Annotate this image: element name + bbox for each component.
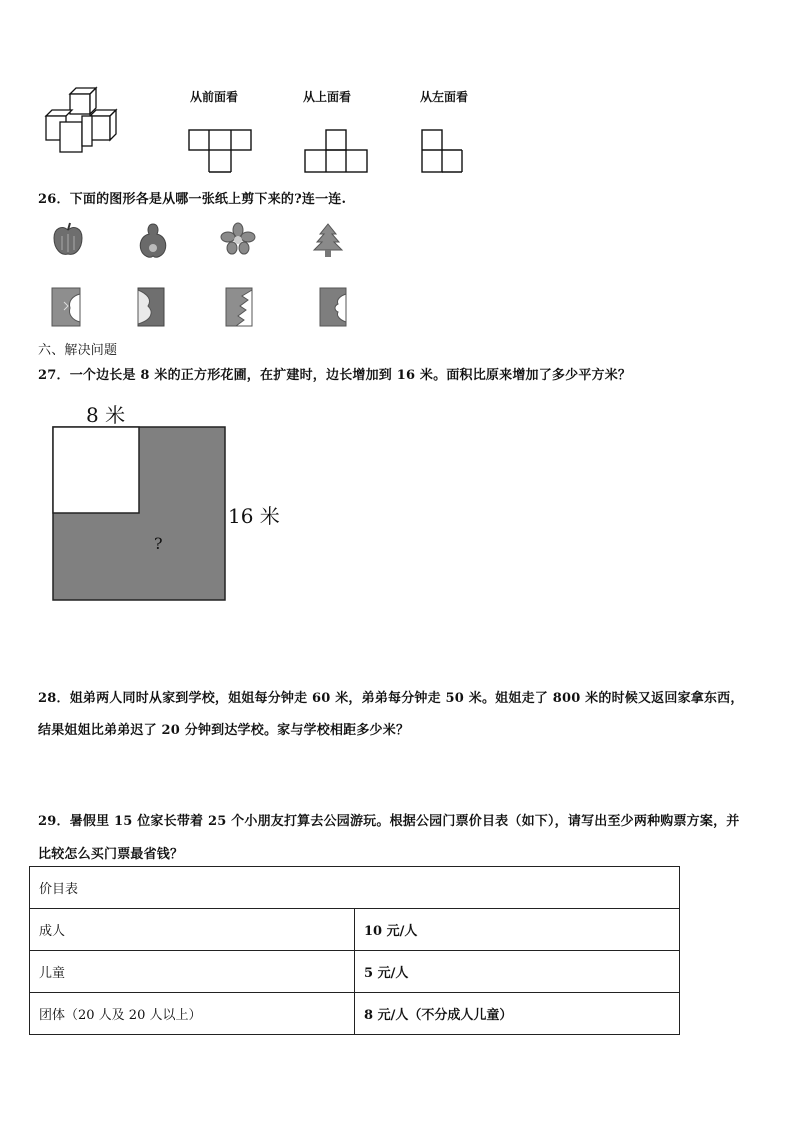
left-view-drawing [420, 128, 464, 174]
folded-paper-3-icon [222, 286, 256, 328]
price-table [29, 866, 680, 1035]
top-view-drawing [304, 128, 368, 174]
left-view-label: 从左面看 [420, 90, 469, 104]
section-6-title: 六、解决问题 [38, 343, 118, 358]
ticket-type-cell: 成人 [30, 909, 355, 951]
apple-icon [52, 222, 84, 258]
ticket-price-cell: 8 元/人（不分成人儿童） [355, 993, 680, 1035]
folded-paper-4-icon [316, 286, 350, 328]
question-28-line-2: 结果姐姐比弟弟迟了 20 分钟到达学校。家与学校相距多少米？ [38, 723, 410, 738]
big-side-label: 16 米 [228, 504, 280, 528]
small-side-label: 8 米 [86, 403, 126, 427]
gourd-icon [138, 222, 168, 260]
unknown-area-mark: ? [154, 534, 163, 553]
price-table-title: 价目表 [30, 867, 680, 909]
question-29-line-1: 29．暑假里 15 位家长带着 25 个小朋友打算去公园游玩。根据公园门票价目表（如下），请写出至少两种购票方案，并 [38, 814, 740, 829]
front-view-label: 从前面看 [190, 90, 239, 104]
folded-paper-1-icon [50, 286, 84, 328]
tree-icon [312, 222, 344, 258]
ticket-type-cell: 儿童 [30, 951, 355, 993]
question-28-line-1: 28．姐弟两人同时从家到学校，姐姐每分钟走 60 米，弟弟每分钟走 50 米。姐姐走了 800 米的时候又返回家拿东西， [38, 691, 744, 706]
table-row [30, 951, 680, 993]
ticket-type-cell: 团体（20 人及 20 人以上） [30, 993, 355, 1035]
folded-paper-2-icon [134, 286, 168, 328]
top-view-label: 从上面看 [303, 90, 352, 104]
question-27: 27．一个边长是 8 米的正方形花圃，在扩建时，边长增加到 16 米。面积比原来增加了多少平方米？ [38, 368, 632, 383]
table-row [30, 993, 680, 1035]
ticket-price-cell: 5 元/人 [355, 951, 680, 993]
front-view-drawing [188, 128, 252, 174]
cube-stack-figure [40, 86, 130, 156]
garden-diagram [52, 426, 228, 602]
ticket-price-cell: 10 元/人 [355, 909, 680, 951]
question-29-line-2: 比较怎么买门票最省钱？ [38, 847, 184, 862]
question-26: 26．下面的图形各是从哪一张纸上剪下来的?连一连. [38, 192, 347, 207]
flower-icon [220, 222, 256, 256]
table-row [30, 867, 680, 909]
table-row [30, 909, 680, 951]
